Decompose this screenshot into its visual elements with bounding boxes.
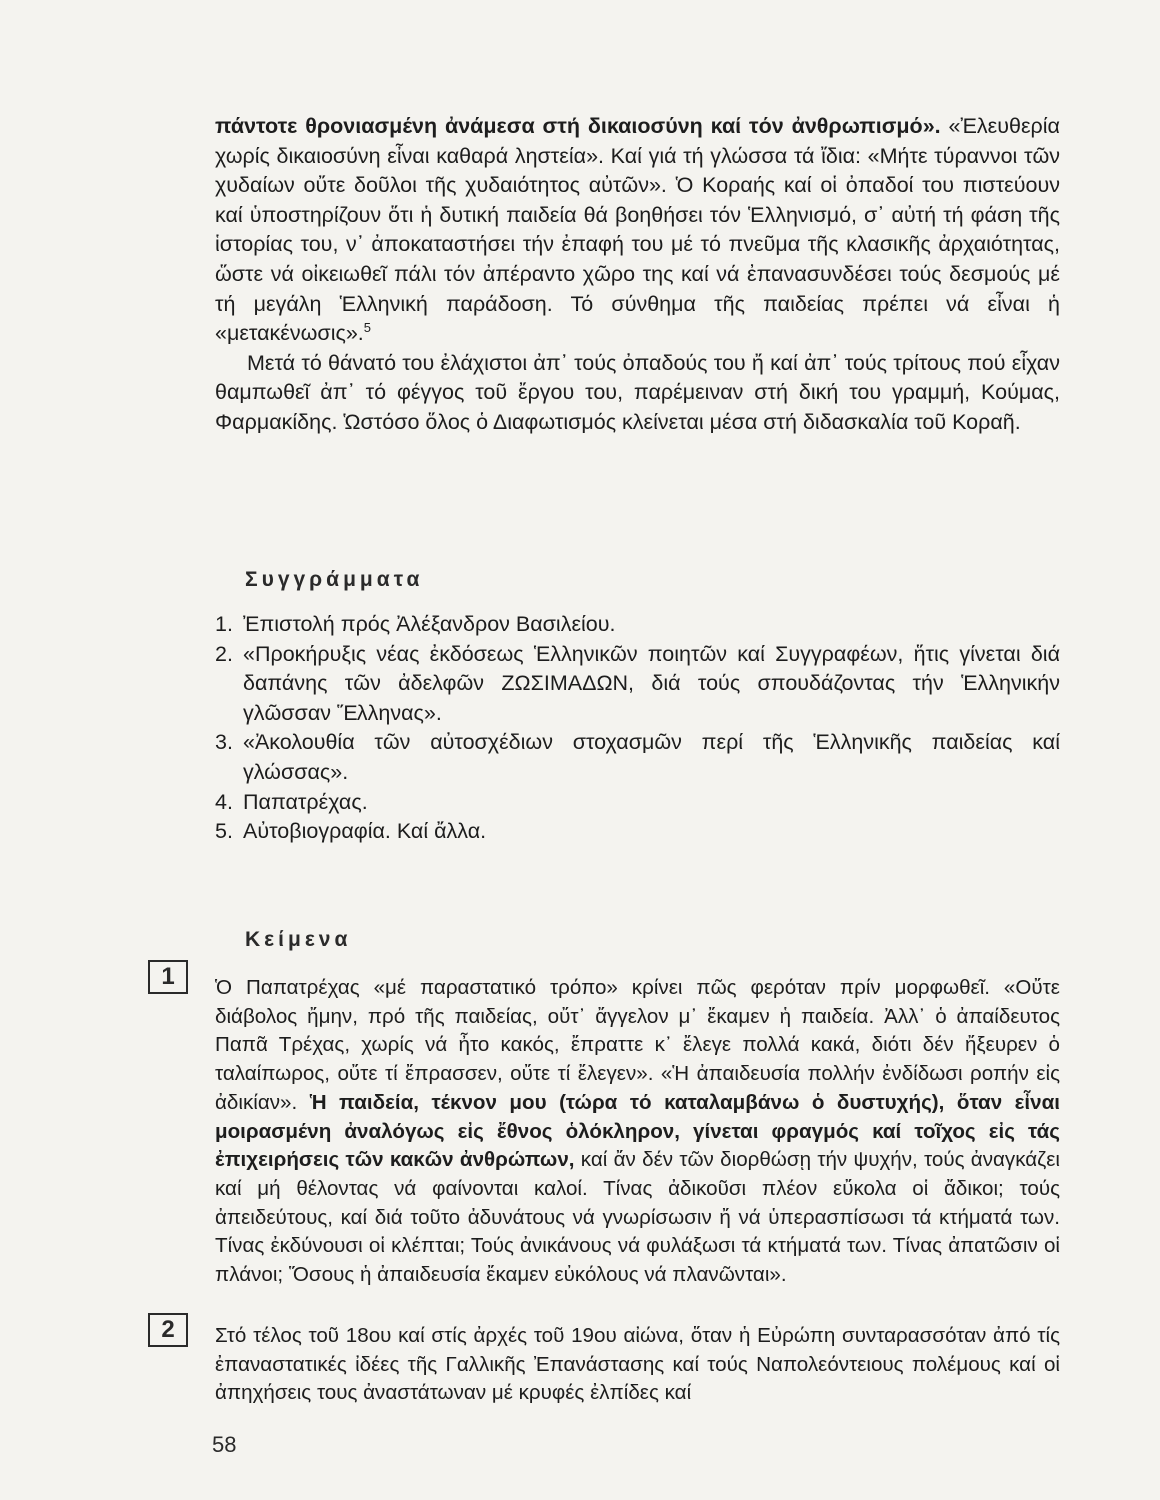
- list-item: [215, 728, 1060, 787]
- text-excerpt-1-body: [215, 974, 1060, 1290]
- list-item-text: «Προκήρυξις νέας ἐκδόσεως Ἑλληνικῶν ποιητῶν καί Συγγραφέων, ἥτις γίνεται διά δαπάνης τῶν ἀδελφῶν ΖΩΣΙΜΑΔΩΝ, διά τούς σπουδάζοντας τήν Ἑλληνικήν γλῶσσαν Ἕλληνας».: [243, 641, 1060, 725]
- list-item-number: 3.: [215, 730, 233, 755]
- excerpt-1-bold: Ἡ παιδεία, τέκνον μου (τώρα τό καταλαμβάνω ὁ δυστυχής), ὅταν εἶναι μοιρασμένη ἀναλόγως εἰς ἔθνος ὁλόκληρον, γίνεται φραγμός καί τοῖχος εἰς τάς ἐπιχειρήσεις τῶν κακῶν ἀνθρώπων,: [215, 1090, 1060, 1172]
- page-number: 58: [212, 1432, 237, 1457]
- list-item: [215, 817, 1060, 847]
- second-paragraph: Μετά τό θάνατό του ἐλάχιστοι ἀπ᾽ τούς ὀπαδούς του ἤ καί ἀπ᾽ τούς τρίτους πού εἶχαν θαμπωθεῖ ἀπ᾽ τό φέγγος τοῦ ἔργου του, παρέμειναν στή δική του γραμμή, Κούμας, Φαρμακίδης. Ὡστόσο ὅλος ὁ Διαφωτισμός κλείνεται μέσα στή διδασκαλία τοῦ Κοραῆ.: [215, 350, 1060, 434]
- list-item-text: «Ἀκολουθία τῶν αὐτοσχέδιων στοχασμῶν περί τῆς Ἑλληνικῆς παιδείας καί γλώσσας».: [243, 730, 1060, 784]
- list-item: [215, 788, 1060, 818]
- list-item: [215, 640, 1060, 729]
- lead-paragraph: [215, 112, 1060, 438]
- writings-list: [215, 610, 1060, 847]
- list-item-number: 4.: [215, 789, 233, 814]
- list-item-number: 5.: [215, 819, 233, 844]
- list-item-text: Αὐτοβιογραφία. Καί ἄλλα.: [243, 819, 487, 844]
- excerpt-1-rest: καί ἄν δέν τῶν διορθώσῃ τήν ψυχήν, τούς ἀναγκάζει καί μή θέλοντας νά φαίνονται καλοί. Τίνας ἀδικοῦσι πλέον εὔκολα οἱ ἄδικοι; τούς ἀπειδεύτους, καί διά τοῦτο ἀδυνάτους νά γνωρίσωσιν ἤ νά ὑπερασπίσωσι τά κτήματά των. Τίνας ἐκδύνουσι οἱ κλέπται; Τούς ἀνικάνους νά φυλάξωσι τά κτήματά των. Τίνας ἀπατῶσιν οἱ πλάνοι; Ὅσους ἡ ἀπαιδευσία ἔκαμεν εὐκόλους νά πλανῶνται».: [215, 1148, 1060, 1287]
- list-item-number: 2.: [215, 641, 233, 666]
- text-number-badge: 1: [148, 960, 188, 994]
- footnote-reference: 5: [363, 320, 371, 335]
- lead-bold-opening: πάντοτε θρονιασμένη ἀνάμεσα στή δικαιοσύνη καί τόν ἀνθρωπισμό».: [215, 114, 941, 138]
- writings-heading: Συγγράμματα: [245, 568, 424, 591]
- list-item: [215, 610, 1060, 640]
- list-item-text: Ἐπιστολή πρός Ἀλέξανδρον Βασιλείου.: [243, 612, 616, 636]
- excerpt-1-intro: Ὁ Παπατρέχας «μέ παραστατικό τρόπο» κρίνει πῶς φερόταν πρίν μορφωθεῖ. «Οὔτε διάβολος ἤμην, πρό τῆς παιδείας, οὔτ᾽ ἄγγελον μ᾽ ἔκαμεν ἡ παιδεία. Ἀλλ᾽ ὁ ἀπαίδευτος Παπᾶ Τρέχας, χωρίς νά ἦτο κακός, ἔπραττε κ᾽ ἔλεγε πολλά κακά, διότι δέν ἤξευρεν ὁ ταλαίπωρος, οὔτε τί ἔπρασσεν, οὔτε τί ἔλεγεν». «Ἡ ἀπαιδευσία πολλήν ἐνδίδωσι ροπήν εἰς ἀδικίαν».: [215, 976, 1060, 1114]
- texts-heading: Κείμενα: [245, 928, 352, 951]
- text-number-badge: 2: [148, 1313, 188, 1347]
- text-excerpt-1: [215, 974, 1060, 1290]
- lead-body: «Ἐλευθερία χωρίς δικαιοσύνη εἶναι καθαρά ληστεία». Καί γιά τή γλώσσα τά ἴδια: «Μήτε τύραννοι τῶν χυδαίων οὔτε δοῦλοι τῆς χυδαιότητος αὐτῶν». Ὁ Κοραής καί οἱ ὀπαδοί του πιστεύουν καί ὑποστηρίζουν ὅτι ἡ δυτική παιδεία θά βοηθήσει τόν Ἑλληνισμό, σ᾽ αὐτή τή φάση τῆς ἱστορίας του, ν᾽ ἀποκαταστήσει τήν ἐπαφή του μέ τό πνεῦμα τῆς κλασικῆς ἀρχαιότητας, ὥστε νά οἰκειωθεῖ πάλι τόν ἀπέραντο χῶρο της καί νά ἐπανασυνδέσει τούς δεσμούς μέ τή μεγάλη Ἑλληνική παράδοση. Τό σύνθημα τῆς παιδείας πρέπει νά εἶναι ἡ «μετακένωσις».: [215, 114, 1060, 346]
- excerpt-2-body: Στό τέλος τοῦ 18ου καί στίς ἀρχές τοῦ 19ου αἰώνα, ὅταν ἡ Εὐρώπη συνταρασσόταν ἀπό τίς ἐπαναστατικές ἰδέες τῆς Γαλλικῆς Ἐπανάστασης καί τούς Ναπολεόντειους πολέμους καί οἱ ἀπηχήσεις τους ἀναστάτωναν μέ κρυφές ἐλπίδες καί: [215, 1324, 1060, 1405]
- list-item-text: Παπατρέχας.: [243, 789, 368, 814]
- text-excerpt-2: [215, 1322, 1060, 1408]
- list-item-number: 1.: [215, 612, 233, 636]
- lead-paragraph-text: [215, 112, 1060, 349]
